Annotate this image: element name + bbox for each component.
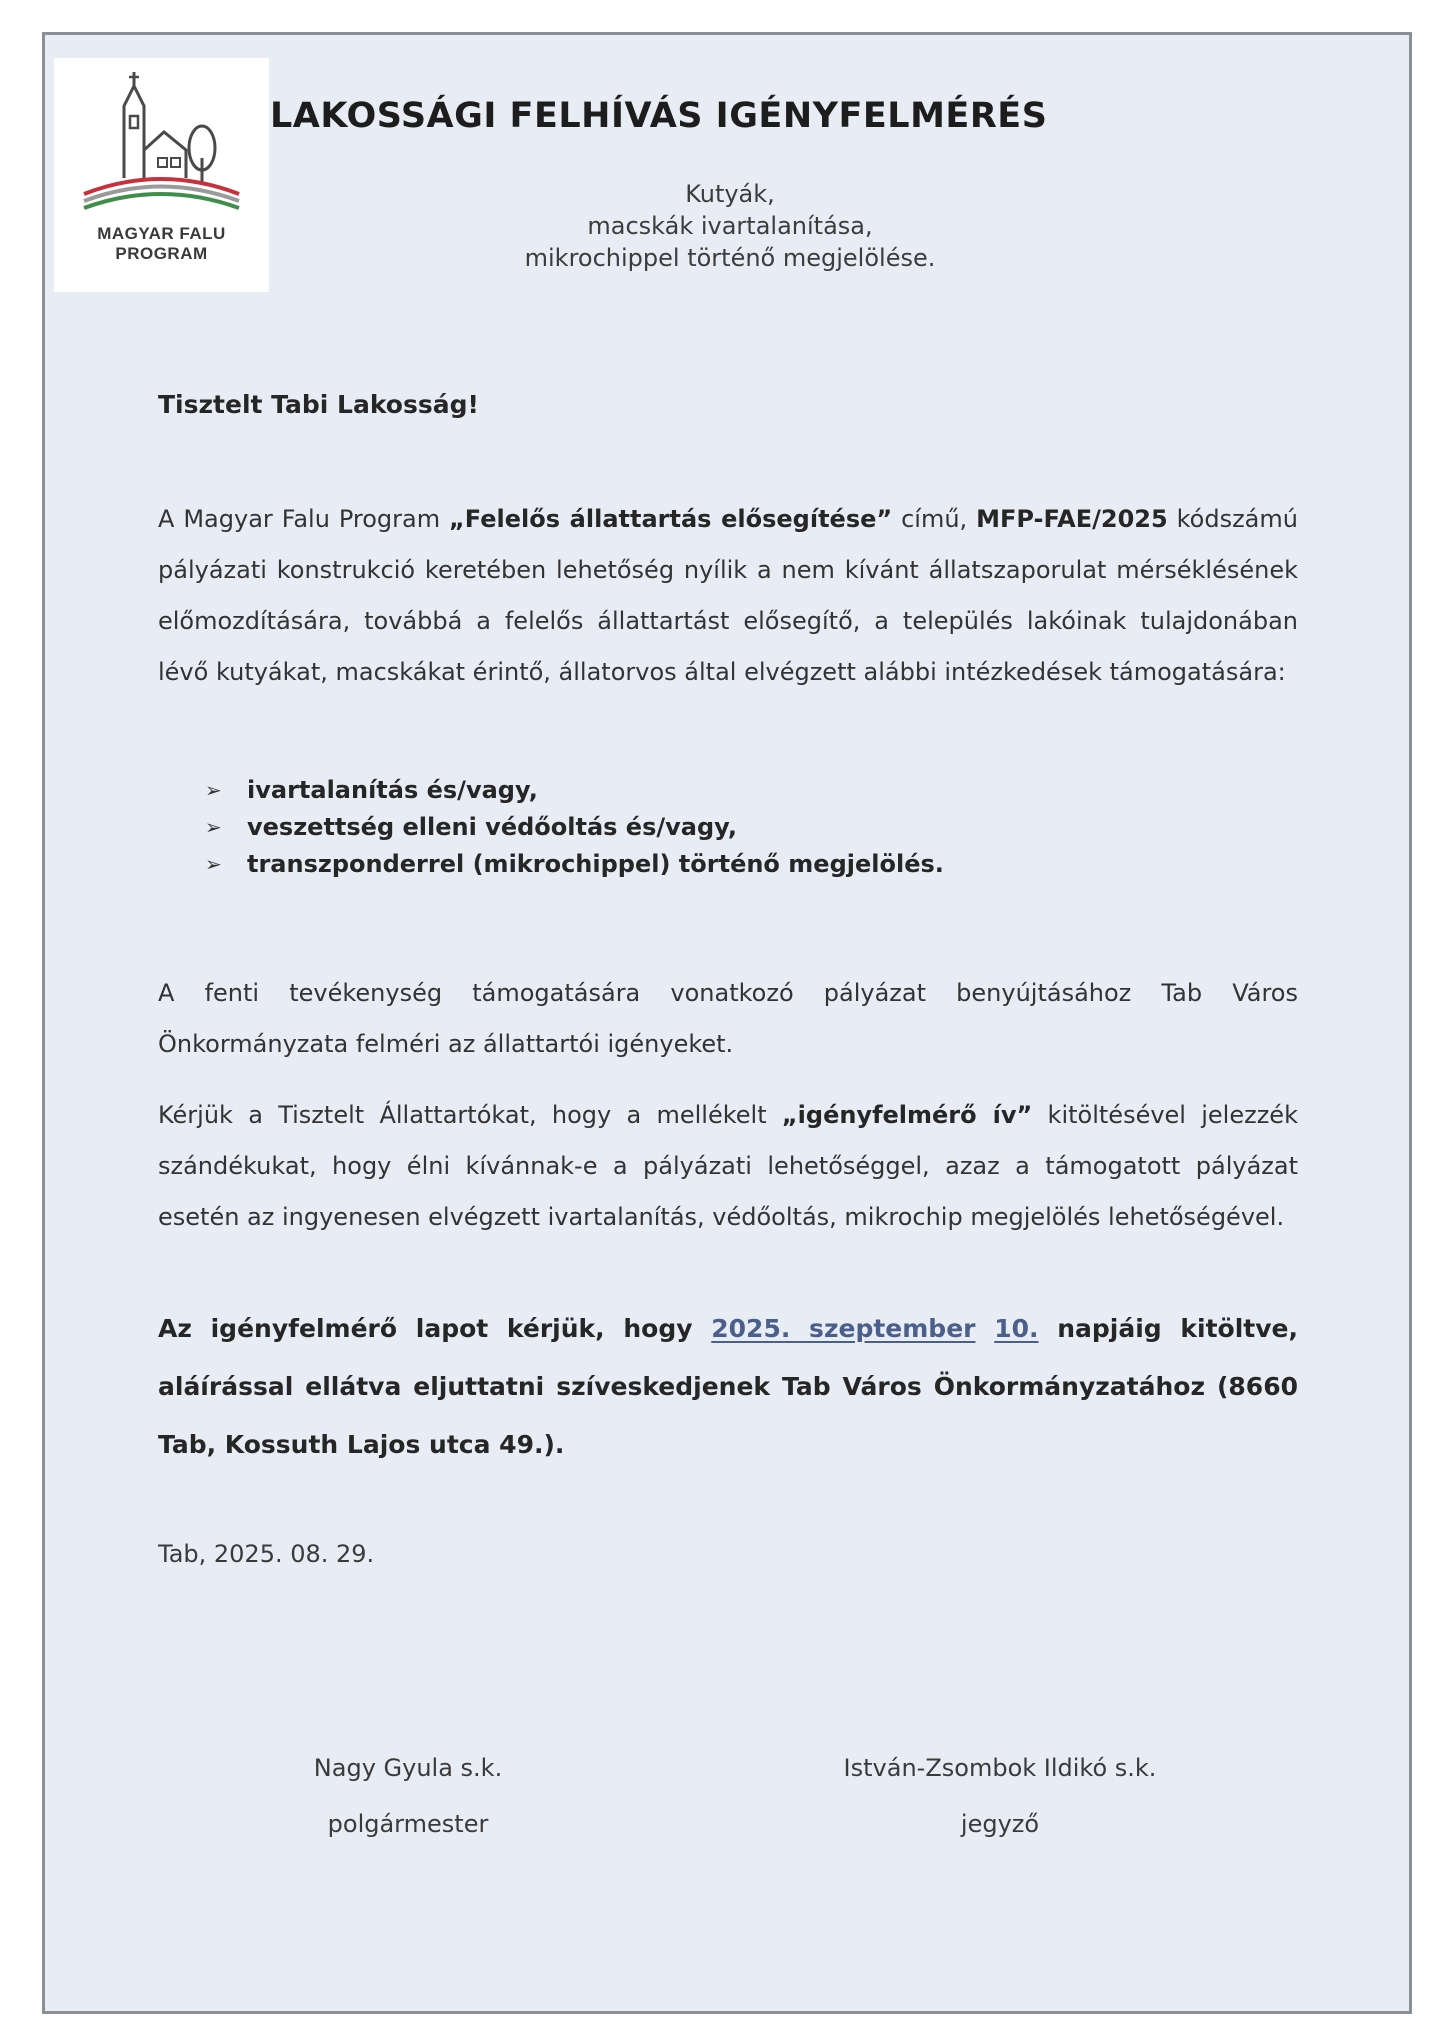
list-item-text: veszettség elleni védőoltás és/vagy,	[247, 813, 738, 841]
deadline-text: napjáig kitöltve, aláírással ellátva eljuttatni szíveskedjenek Tab Város Önkormányzatához (8660 Tab, Kossuth Lajos utca 49.).	[158, 1314, 1298, 1459]
list-item-text: ivartalanítás és/vagy,	[247, 776, 538, 804]
intro-text: című,	[892, 505, 977, 533]
list-item	[205, 772, 944, 809]
list-item	[205, 846, 944, 883]
subtitle	[430, 178, 1030, 274]
signatory-role: polgármester	[327, 1810, 489, 1838]
measures-list	[205, 772, 944, 883]
arrow-bullet-icon: ➢	[205, 852, 222, 876]
program-code: MFP-FAE/2025	[976, 505, 1168, 533]
request-text: kitöltésével jelezzék szándékukat, hogy élni kívánnak-e a pályázati lehetőséggel, azaz a támogatott pályázat esetén az ingyenesen elvégzett ivartalanítás, védőoltás, mikrochip megjelölés lehetőségével.	[158, 1101, 1298, 1231]
arrow-bullet-icon: ➢	[205, 778, 222, 802]
deadline-gap	[975, 1314, 994, 1343]
deadline-day: 10.	[994, 1314, 1039, 1343]
request-paragraph	[158, 1090, 1298, 1243]
signature-notary	[770, 1740, 1230, 1852]
greeting: Tisztelt Tabi Lakosság!	[158, 390, 479, 419]
signatory-name: Nagy Gyula s.k.	[313, 1754, 503, 1782]
intro-paragraph	[158, 494, 1298, 698]
logo-text-line2: PROGRAM	[115, 244, 208, 263]
program-name: „Felelős állattartás elősegítése”	[449, 505, 893, 533]
deadline-paragraph	[158, 1300, 1298, 1474]
arrow-bullet-icon: ➢	[205, 815, 222, 839]
page-title: LAKOSSÁGI FELHÍVÁS IGÉNYFELMÉRÉS	[270, 96, 1048, 136]
signatory-name: István-Zsombok Ildikó s.k.	[843, 1754, 1157, 1782]
magyar-falu-program-logo	[54, 58, 269, 292]
list-item-text: transzponderrel (mikrochippel) történő megjelölés.	[247, 850, 944, 878]
intro-text: kódszámú pályázati konstrukció keretében lehetőség nyílik a nem kívánt állatszaporulat mérséklésének előmozdítására, továbbá a felelős állattartást elősegítő, a település lakóinak tulajdonában lévő kutyákat, macskákat érintő, állatorvos által elvégzett alábbi intézkedések támogatására:	[158, 505, 1298, 686]
signature-mayor	[248, 1740, 568, 1852]
list-item	[205, 809, 944, 846]
subtitle-line: macskák ivartalanítása,	[587, 212, 873, 240]
signatory-role: jegyző	[960, 1810, 1040, 1838]
document-date: Tab, 2025. 08. 29.	[158, 1540, 375, 1568]
request-text: Kérjük a Tisztelt Állattartókat, hogy a mellékelt	[158, 1101, 782, 1129]
survey-paragraph: A fenti tevékenység támogatására vonatkozó pályázat benyújtásához Tab Város Önkormányzata felméri az állattartói igényeket.	[158, 979, 1298, 1058]
deadline-date: 2025. szeptember	[711, 1314, 976, 1343]
subtitle-line: mikrochippel történő megjelölése.	[524, 244, 936, 272]
logo-text-line1: MAGYAR FALU	[97, 224, 226, 243]
subtitle-line: Kutyák,	[685, 180, 775, 208]
deadline-text: Az igényfelmérő lapot kérjük, hogy	[158, 1314, 712, 1343]
form-name: „igényfelmérő ív”	[781, 1101, 1033, 1129]
intro-text: A Magyar Falu Program	[158, 505, 450, 533]
